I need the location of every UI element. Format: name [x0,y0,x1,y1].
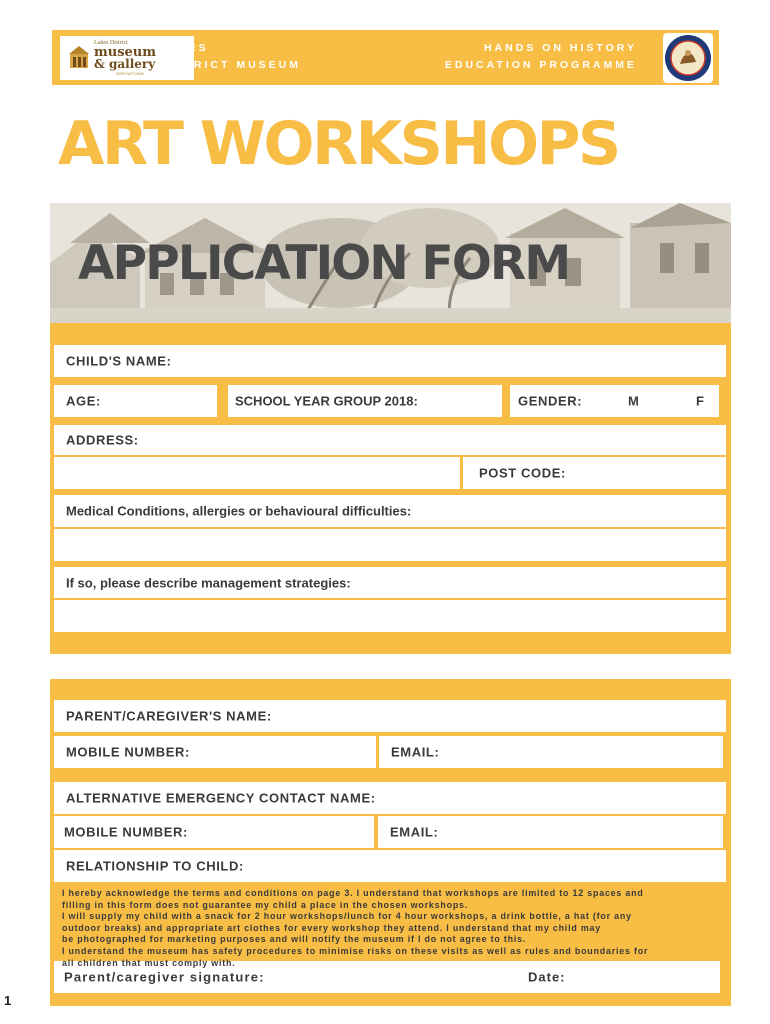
alt-mobile-number-label: MOBILE NUMBER: [64,824,188,840]
management-strategies-field[interactable] [54,567,726,598]
header-programme-name [445,40,637,74]
terms-line: be photographed for marketing purposes and will notify the museum if I do not agree to this. [62,934,527,945]
management-strategies-label: If so, please describe management strategies: [66,575,351,590]
alt-email-field[interactable] [378,816,723,848]
terms-line: I understand the museum has safety procedures to minimise risks on these visits as well as rules and boundaries for [62,945,649,956]
header-left-line1: LAKES [158,42,209,54]
school-year-field[interactable] [228,385,502,417]
gender-label: GENDER: [518,393,583,409]
address-line2-field[interactable] [54,457,460,489]
header-bar [52,30,719,85]
mobile-number-field[interactable] [54,736,376,768]
email-label: EMAIL: [391,744,440,760]
mobile-number-label: MOBILE NUMBER: [66,744,190,760]
application-banner [50,203,731,323]
terms-line: all children that must comply with. [62,957,236,968]
terms-line: outdoor breaks) and appropriate art clothes for every workshop they attend. I understand that my child may [62,922,601,933]
age-field[interactable] [54,385,217,417]
header-right-line2: EDUCATION PROGRAMME [444,59,637,71]
post-code-field[interactable] [463,457,726,489]
terms-line: filling in this form does not guarantee my child a place in the chosen workshops. [62,899,469,910]
banner-title: APPLICATION FORM [78,236,570,291]
header-left-line2: DISTRICT MUSEUM [158,59,301,71]
logo-word-gallery: & gallery [94,57,156,71]
date-label: Date: [528,969,566,985]
email-field[interactable] [379,736,723,768]
header-right-line1: HANDS ON HISTORY [483,42,637,54]
museum-building-icon [68,44,90,70]
alt-mobile-number-field[interactable] [54,816,374,848]
badge-seal-icon [664,34,712,82]
relationship-label: RELATIONSHIP TO CHILD: [66,858,244,874]
age-label: AGE: [66,393,101,409]
signature-label: Parent/caregiver signature: [64,969,265,985]
address-label: ADDRESS: [66,432,139,448]
parent-name-label: PARENT/CAREGIVER'S NAME: [66,708,272,724]
alt-contact-label: ALTERNATIVE EMERGENCY CONTACT NAME: [66,790,376,806]
child-name-label: CHILD'S NAME: [66,353,172,369]
medical-conditions-label: Medical Conditions, allergies or behavioural difficulties: [66,503,412,519]
medical-conditions-field[interactable] [54,495,726,527]
school-year-label: SCHOOL YEAR GROUP 2018: [235,393,418,409]
gender-option-f[interactable]: F [696,393,704,409]
parent-name-field[interactable] [54,700,726,732]
alt-email-label: EMAIL: [390,824,439,840]
logo-top-text: Lakes District [94,40,128,46]
hands-on-history-badge [663,33,713,83]
relationship-field[interactable] [54,850,726,882]
page-title: ART WORKSHOPS [58,109,619,179]
terms-line: I hereby acknowledge the terms and conditions on page 3. I understand that workshops are limited to 12 spaces and [62,888,644,898]
page-number: 1 [4,993,12,1008]
terms-line: I will supply my child with a snack for 2 hour workshops/lunch for 4 hour workshops, a drink bottle, a hat (for any [62,911,632,922]
gender-option-m[interactable]: M [628,393,639,409]
child-details-section [50,323,731,654]
management-strategies-answer[interactable] [54,600,726,632]
logo-word-museum: museum [94,45,157,60]
post-code-label: POST CODE: [479,465,566,481]
header-museum-name [158,40,301,74]
terms-acknowledgement [62,888,716,969]
alt-contact-field[interactable] [54,782,726,814]
gender-field[interactable] [510,385,719,417]
address-field[interactable] [54,425,726,455]
medical-conditions-answer[interactable] [54,529,726,561]
child-name-field[interactable] [54,345,726,377]
logo-sub-text: ARROWTOWN [116,71,144,76]
